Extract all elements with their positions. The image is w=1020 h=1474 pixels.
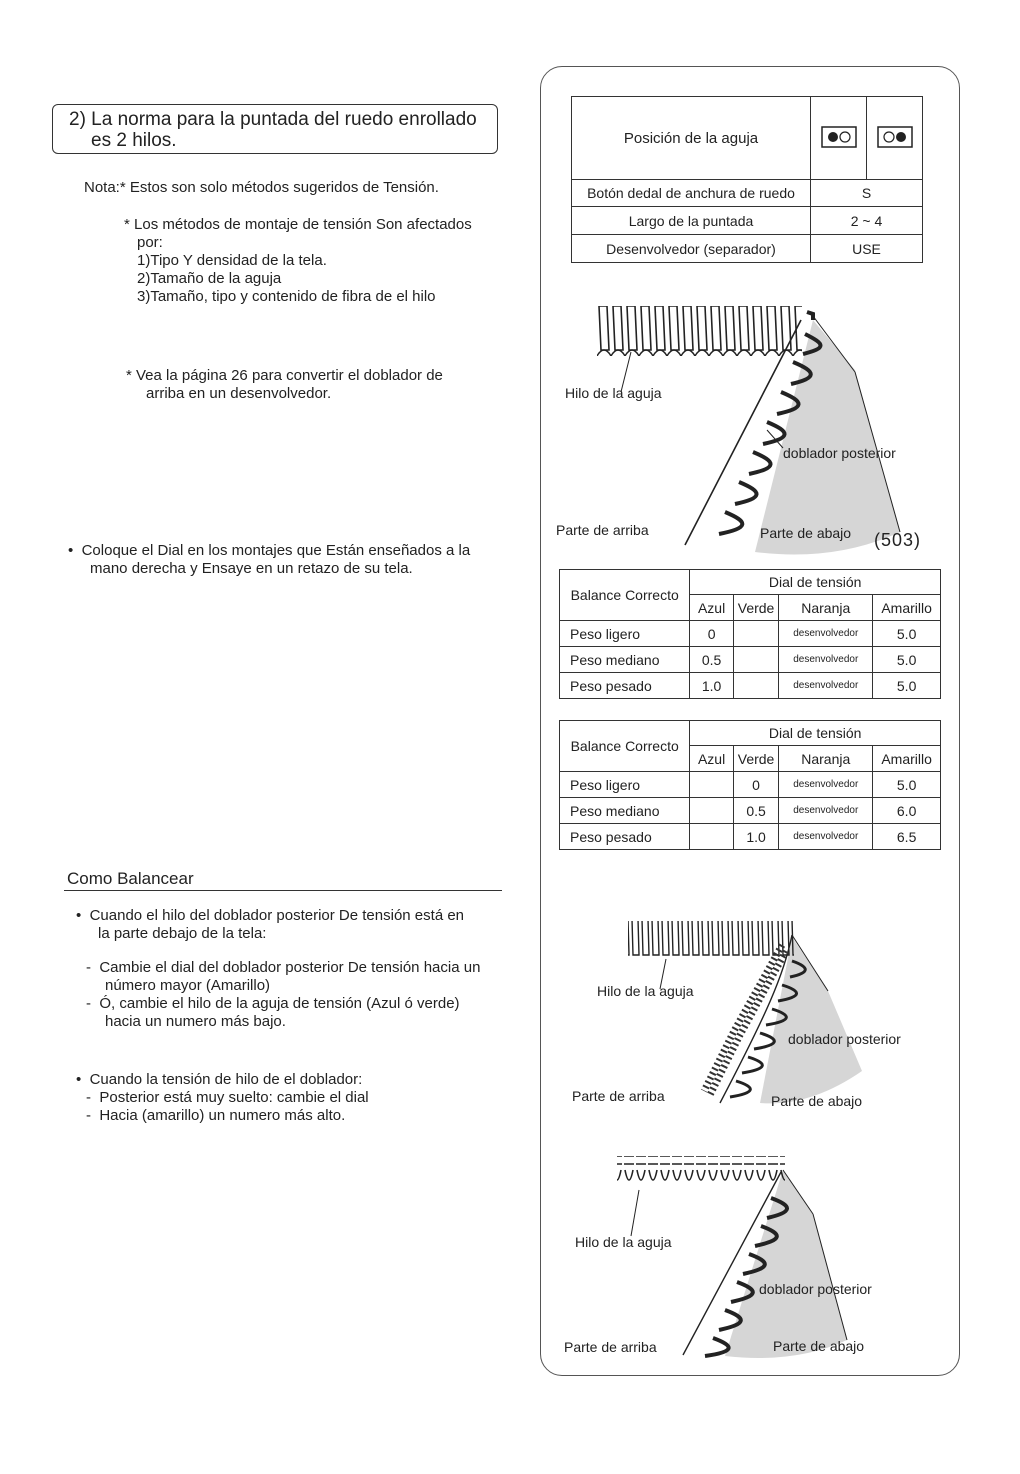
stitch-diagram-3 — [575, 1150, 915, 1365]
diagram1-code: (503) — [874, 530, 922, 550]
cell-naranja: desenvolvedor — [779, 647, 873, 673]
diagram1-lower-looper: doblador posterior — [783, 445, 896, 461]
dial-header: Dial de tensión — [690, 721, 941, 746]
cell-amarillo: 6.0 — [873, 798, 941, 824]
cell-azul: 1.0 — [690, 673, 733, 699]
cell-naranja: desenvolvedor — [779, 673, 873, 699]
settings-row-label: Desenvolvedor (separador) — [572, 235, 811, 263]
balance-d1-line1: Cambie el dial del doblador posterior De tensión hacia un — [99, 959, 481, 976]
col-amarillo: Amarillo — [873, 595, 941, 621]
col-azul: Azul — [690, 746, 733, 772]
table-row — [560, 647, 941, 673]
tension-table-2 — [559, 720, 941, 850]
balance-b2-line1: Cuando la tensión de hilo de el doblador: — [89, 1071, 363, 1088]
note-item-2: 2)Tamaño de la aguja — [137, 270, 282, 287]
col-azul: Azul — [690, 595, 733, 621]
balance-d3: Posterior está muy suelto: cambie el dial — [99, 1089, 369, 1106]
needle-position-right — [867, 97, 923, 180]
row-label: Peso ligero — [560, 621, 690, 647]
bullet-icon: • — [76, 907, 90, 924]
dial-header: Dial de tensión — [690, 570, 941, 595]
diagram2-top: Parte de arriba — [572, 1088, 665, 1104]
cell-naranja: desenvolvedor — [779, 621, 873, 647]
dash-icon: - — [86, 1107, 100, 1124]
settings-table — [571, 96, 923, 263]
note-methods-line2: por: — [137, 234, 163, 251]
balance-heading: Como Balancear — [67, 869, 194, 888]
stitch-edge — [617, 1156, 785, 1196]
cell-amarillo: 5.0 — [873, 647, 941, 673]
cell-azul: 0 — [690, 621, 733, 647]
cell-azul: 0.5 — [690, 647, 733, 673]
section-heading-line2: es 2 hilos. — [91, 130, 177, 151]
diagram1-needle-thread: Hilo de la aguja — [565, 385, 662, 401]
balance-label: Balance Correcto — [560, 721, 690, 772]
table-row — [560, 798, 941, 824]
settings-row-label: Botón dedal de anchura de ruedo — [572, 180, 811, 207]
table-row — [560, 673, 941, 699]
dash-icon: - — [86, 995, 100, 1012]
tension-table-1 — [559, 569, 941, 699]
settings-row-value: S — [811, 180, 923, 207]
dial-instruction-line2: mano derecha y Ensaye en un retazo de su tela. — [90, 560, 413, 577]
col-verde: Verde — [733, 746, 778, 772]
diagram1-top: Parte de arriba — [556, 522, 649, 538]
section-heading-box — [52, 104, 498, 154]
diagram2-bottom: Parte de abajo — [771, 1093, 863, 1109]
needle-position-left — [811, 97, 867, 180]
dial-instruction — [68, 542, 470, 578]
col-naranja: Naranja — [779, 746, 873, 772]
lower-looper-thread-area — [725, 1170, 847, 1358]
note-methods-line1: * Los métodos de montaje de tensión Son afectados — [124, 216, 472, 233]
balance-b1-line2: la parte debajo de la tela: — [98, 925, 267, 942]
note-item-1: 1)Tipo Y densidad de la tela. — [137, 252, 327, 269]
row-label: Peso ligero — [560, 772, 690, 798]
diagram1-bottom: Parte de abajo — [760, 525, 852, 541]
note-title: Nota:* Estos son solo métodos sugeridos de Tensión. — [84, 179, 439, 196]
cell-verde: 0 — [733, 772, 778, 798]
section-heading-line1: 2) La norma para la puntada del ruedo enrollado — [69, 109, 477, 130]
balance-d2-line2: hacia un numero más bajo. — [105, 1013, 286, 1030]
bullet-icon: • — [76, 1071, 90, 1088]
note-see-page — [126, 367, 443, 403]
balance-d2-line1: Ó, cambie el hilo de la aguja de tensión (Azul ó verde) — [99, 995, 460, 1012]
note-item-3: 3)Tamaño, tipo y contenido de fibra de el hilo — [137, 288, 436, 305]
cell-amarillo: 6.5 — [873, 824, 941, 850]
settings-row-label: Largo de la puntada — [572, 207, 811, 235]
balance-label: Balance Correcto — [560, 570, 690, 621]
row-label: Peso mediano — [560, 798, 690, 824]
table-row — [560, 621, 941, 647]
table-row — [560, 824, 941, 850]
note-see-line1: * Vea la página 26 para convertir el doblador de — [126, 367, 443, 384]
cell-verde: 1.0 — [733, 824, 778, 850]
cell-azul — [690, 824, 733, 850]
diagram3-lower-looper: doblador posterior — [759, 1281, 872, 1297]
diagram2-lower-looper: doblador posterior — [788, 1031, 901, 1047]
cell-amarillo: 5.0 — [873, 673, 941, 699]
cell-azul — [690, 772, 733, 798]
cell-verde — [733, 621, 778, 647]
col-naranja: Naranja — [779, 595, 873, 621]
dash-icon: - — [86, 959, 100, 976]
cell-naranja: desenvolvedor — [779, 798, 873, 824]
row-label: Peso pesado — [560, 824, 690, 850]
settings-row-value: USE — [811, 235, 923, 263]
cell-azul — [690, 798, 733, 824]
balance-d1-line2: número mayor (Amarillo) — [105, 977, 271, 994]
cell-naranja: desenvolvedor — [779, 772, 873, 798]
cell-amarillo: 5.0 — [873, 621, 941, 647]
row-label: Peso pesado — [560, 673, 690, 699]
stitch-edge — [628, 921, 794, 963]
table-row — [560, 772, 941, 798]
row-label: Peso mediano — [560, 647, 690, 673]
diagram3-top: Parte de arriba — [564, 1339, 657, 1355]
note-see-line2: arriba en un desenvolvedor. — [146, 385, 332, 402]
cell-verde — [733, 647, 778, 673]
note-methods — [124, 216, 472, 306]
needle-right-icon — [877, 126, 913, 148]
cell-amarillo: 5.0 — [873, 772, 941, 798]
dash-icon: - — [86, 1089, 100, 1106]
balance-instructions — [76, 907, 526, 1125]
needle-left-icon — [821, 126, 857, 148]
cell-naranja: desenvolvedor — [779, 824, 873, 850]
needle-position-label: Posición de la aguja — [572, 97, 811, 180]
bullet-icon: • — [68, 542, 82, 559]
balance-d4: Hacia (amarillo) un numero más alto. — [99, 1107, 346, 1124]
cell-verde: 0.5 — [733, 798, 778, 824]
diagram3-bottom: Parte de abajo — [773, 1338, 865, 1354]
diagram3-needle-thread: Hilo de la aguja — [575, 1234, 672, 1250]
col-verde: Verde — [733, 595, 778, 621]
dial-instruction-line1: Coloque el Dial en los montajes que Están enseñados a la — [81, 542, 471, 559]
cell-verde — [733, 673, 778, 699]
col-amarillo: Amarillo — [873, 746, 941, 772]
balance-divider — [64, 890, 502, 891]
stitch-edge — [597, 306, 802, 356]
balance-b1-line1: Cuando el hilo del doblador posterior De tensión está en — [89, 907, 465, 924]
diagram2-needle-thread: Hilo de la aguja — [597, 983, 694, 999]
settings-row-value: 2 ~ 4 — [811, 207, 923, 235]
